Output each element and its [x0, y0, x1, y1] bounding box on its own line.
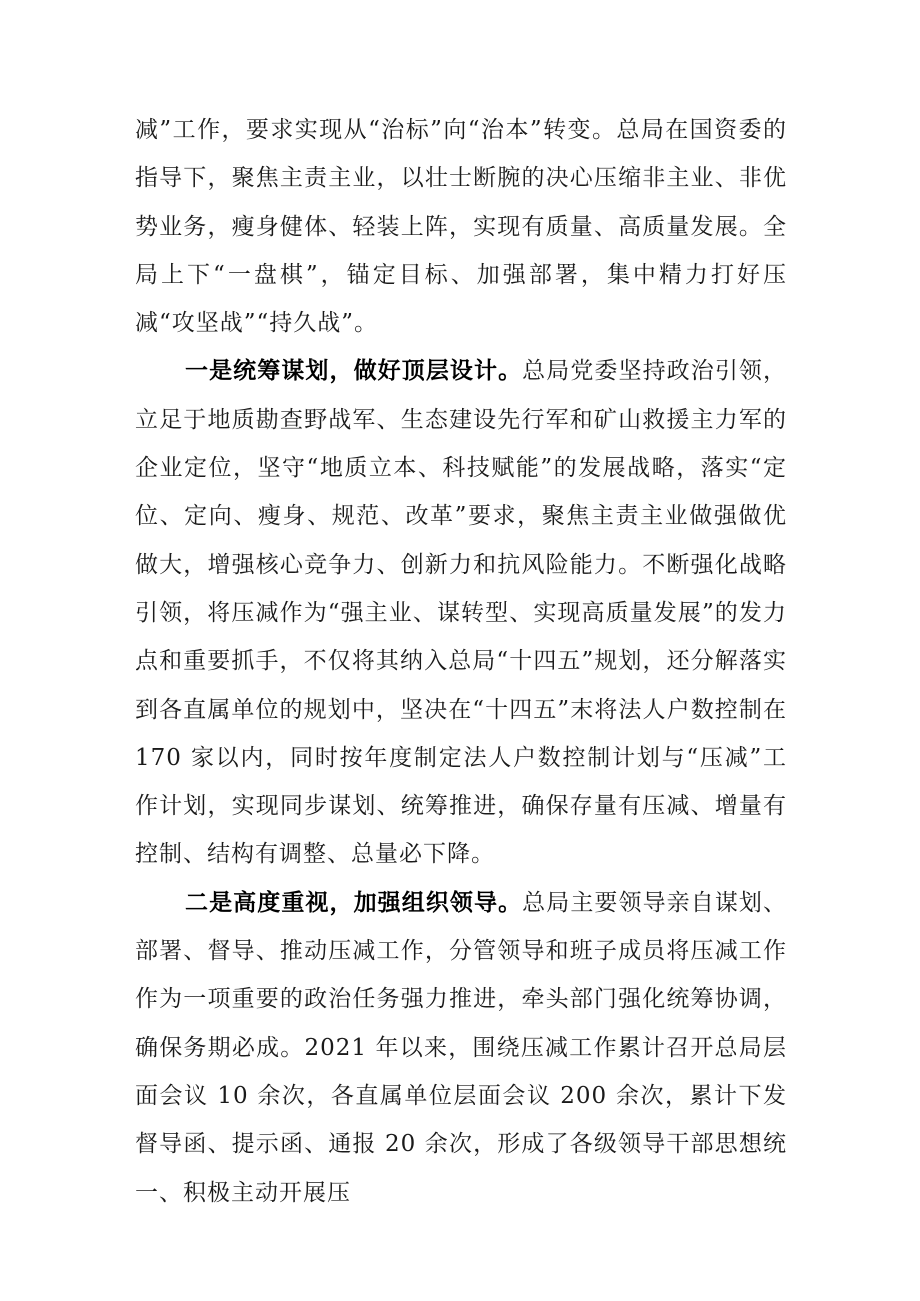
paragraph-2-text: 总局党委坚持政治引领，立足于地质勘查野战军、生态建设先行军和矿山救援主力军的企业定位，坚守“地质立本、科技赋能”的发展战略，落实“定位、定向、瘦身、规范、改革”要求，聚焦主责主业做强做优做大，增强核心竞争力、创新力和抗风险能力。不断强化战略引领，将压减作为“强主业、谋转型、实现高质量发展”的发力点和重要抓手，不仅将其纳入总局“十四五”规划，还分解落实到各直属单位的规划中，坚决在“十四五”末将法人户数控制在 170 家以内，同时按年度制定法人户数控制计划与“压减”工作计划，实现同步谋划、统筹推进，确保存量有压减、增量有控制、结构有调整、总量必下降。 [135, 358, 788, 868]
paragraph-1 [135, 106, 787, 347]
document-body [135, 106, 787, 1217]
paragraph-1-text: 减”工作，要求实现从“治标”向“治本”转变。总局在国资委的指导下，聚焦主责主业，以壮士断腕的决心压缩非主业、非优势业务，瘦身健体、轻装上阵，实现有质量、高质量发展。全局上下“一盘棋”，锚定目标、加强部署，集中精力打好压减“攻坚战”“持久战”。 [135, 117, 787, 337]
paragraph-2 [135, 347, 787, 878]
paragraph-3-heading: 二是高度重视，加强组织领导。 [185, 888, 523, 916]
paragraph-2-heading: 一是统筹谋划，做好顶层设计。 [185, 357, 523, 385]
paragraph-3-text: 总局主要领导亲自谋划、部署、督导、推动压减工作，分管领导和班子成员将压减工作作为一项重要的政治任务强力推进，牵头部门强化统筹协调，确保务期必成。2021 年以来，围绕压减工作累计召开总局层面会议 10 余次，各直属单位层面会议 200 余次，累计下发督导函、提示函、通报 20 余次，形成了各级领导干部思想统一、积极主动开展压 [135, 889, 788, 1206]
paragraph-3 [135, 879, 787, 1217]
